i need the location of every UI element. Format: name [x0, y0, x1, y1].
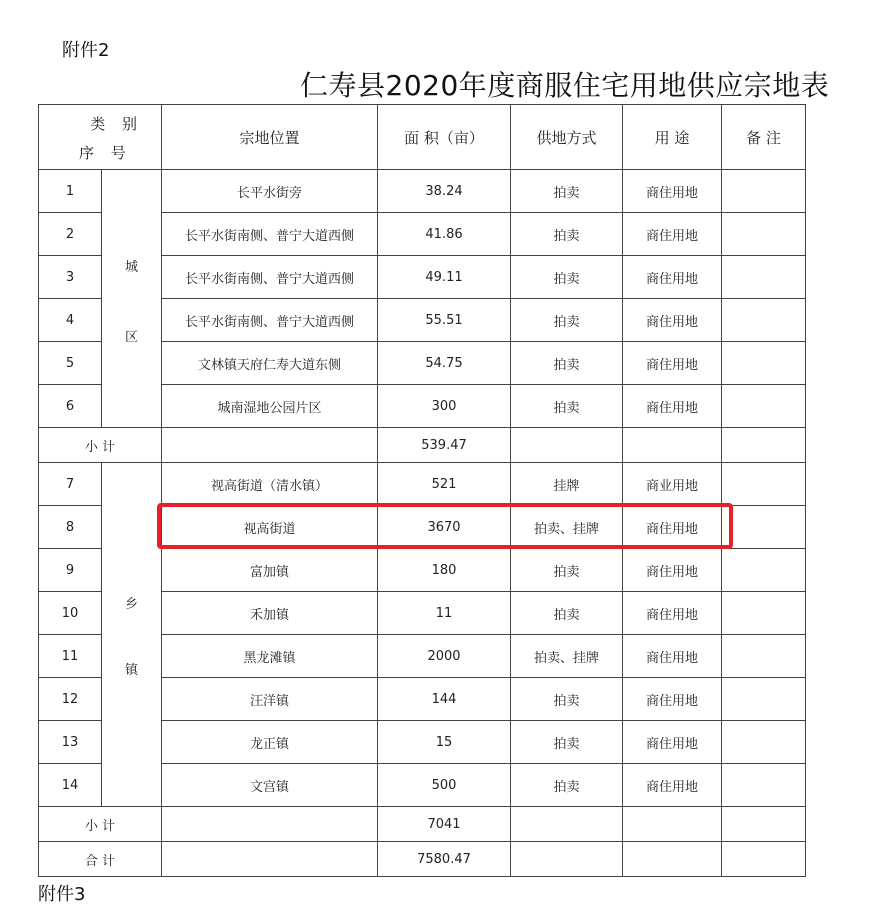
row-location: 黑龙滩镇 [162, 635, 378, 678]
row-remarks [722, 256, 806, 299]
row-seq: 11 [39, 635, 102, 678]
row-use: 商住用地 [623, 256, 722, 299]
row-area: 180 [378, 549, 511, 592]
row-seq: 13 [39, 721, 102, 764]
row-area: 3670 [378, 506, 511, 549]
header-supply-method: 供地方式 [511, 105, 623, 170]
header-seq: 序 号 [79, 144, 132, 162]
row-seq: 12 [39, 678, 102, 721]
row-area: 55.51 [378, 299, 511, 342]
row-area: 300 [378, 385, 511, 428]
subtotal-row [39, 807, 806, 842]
header-category-seq [39, 105, 162, 170]
row-use: 商住用地 [623, 678, 722, 721]
empty-cell [162, 428, 378, 463]
row-remarks [722, 342, 806, 385]
subtotal-value: 539.47 [378, 428, 511, 463]
row-use: 商业用地 [623, 463, 722, 506]
row-area: 38.24 [378, 170, 511, 213]
row-method: 拍卖 [511, 170, 623, 213]
page-title: 仁寿县2020年度商服住宅用地供应宗地表 [300, 69, 830, 102]
row-method: 拍卖 [511, 678, 623, 721]
region-char: 镇 [124, 663, 138, 678]
row-location: 长平水街旁 [162, 170, 378, 213]
row-area: 15 [378, 721, 511, 764]
region-urban [102, 170, 162, 428]
region-char: 区 [124, 330, 138, 345]
total-row [39, 842, 806, 877]
row-remarks [722, 213, 806, 256]
row-seq: 5 [39, 342, 102, 385]
region-char: 乡 [124, 597, 138, 612]
row-remarks [722, 506, 806, 549]
header-use: 用 途 [623, 105, 722, 170]
row-remarks [722, 463, 806, 506]
header-location: 宗地位置 [162, 105, 378, 170]
row-use: 商住用地 [623, 549, 722, 592]
subtotal-row [39, 428, 806, 463]
row-method: 拍卖、挂牌 [511, 506, 623, 549]
row-area: 521 [378, 463, 511, 506]
empty-cell [623, 807, 722, 842]
header-area: 面 积（亩） [378, 105, 511, 170]
row-seq: 2 [39, 213, 102, 256]
row-area: 41.86 [378, 213, 511, 256]
row-use: 商住用地 [623, 213, 722, 256]
subtotal-label: 小 计 [39, 428, 162, 463]
empty-cell [722, 428, 806, 463]
empty-cell [722, 842, 806, 877]
total-value: 7580.47 [378, 842, 511, 877]
row-seq: 3 [39, 256, 102, 299]
subtotal-label: 小 计 [39, 807, 162, 842]
row-use: 商住用地 [623, 342, 722, 385]
row-method: 拍卖 [511, 342, 623, 385]
row-seq: 1 [39, 170, 102, 213]
row-area: 500 [378, 764, 511, 807]
row-use: 商住用地 [623, 764, 722, 807]
row-seq: 8 [39, 506, 102, 549]
row-remarks [722, 721, 806, 764]
empty-cell [722, 807, 806, 842]
land-supply-table [38, 104, 806, 877]
row-area: 54.75 [378, 342, 511, 385]
row-method: 拍卖 [511, 764, 623, 807]
empty-cell [162, 807, 378, 842]
row-method: 拍卖 [511, 213, 623, 256]
row-location: 长平水街南侧、普宁大道西侧 [162, 299, 378, 342]
row-method: 拍卖 [511, 549, 623, 592]
row-method: 拍卖 [511, 256, 623, 299]
row-method: 挂牌 [511, 463, 623, 506]
total-label: 合 计 [39, 842, 162, 877]
empty-cell [511, 807, 623, 842]
table-header-row [39, 105, 806, 170]
row-use: 商住用地 [623, 299, 722, 342]
row-remarks [722, 299, 806, 342]
row-remarks [722, 764, 806, 807]
row-location: 文林镇天府仁寿大道东侧 [162, 342, 378, 385]
row-area: 11 [378, 592, 511, 635]
row-seq: 6 [39, 385, 102, 428]
row-remarks [722, 592, 806, 635]
row-location: 富加镇 [162, 549, 378, 592]
row-area: 49.11 [378, 256, 511, 299]
row-method: 拍卖 [511, 721, 623, 764]
row-use: 商住用地 [623, 385, 722, 428]
highlight-box [157, 503, 733, 549]
row-use: 商住用地 [623, 506, 722, 549]
row-location: 禾加镇 [162, 592, 378, 635]
row-method: 拍卖 [511, 385, 623, 428]
row-method: 拍卖、挂牌 [511, 635, 623, 678]
empty-cell [623, 842, 722, 877]
row-location: 视高街道（清水镇） [162, 463, 378, 506]
subtotal-value: 7041 [378, 807, 511, 842]
row-remarks [722, 678, 806, 721]
row-location: 视高街道 [162, 506, 378, 549]
header-category: 类 别 [90, 115, 143, 133]
row-location: 龙正镇 [162, 721, 378, 764]
empty-cell [162, 842, 378, 877]
header-remarks: 备 注 [722, 105, 806, 170]
empty-cell [511, 428, 623, 463]
row-location: 汪洋镇 [162, 678, 378, 721]
row-area: 144 [378, 678, 511, 721]
empty-cell [623, 428, 722, 463]
row-method: 拍卖 [511, 592, 623, 635]
row-remarks [722, 170, 806, 213]
empty-cell [511, 842, 623, 877]
row-location: 城南湿地公园片区 [162, 385, 378, 428]
table-row [39, 463, 806, 506]
row-use: 商住用地 [623, 721, 722, 764]
row-remarks [722, 635, 806, 678]
row-seq: 7 [39, 463, 102, 506]
row-use: 商住用地 [623, 592, 722, 635]
table-row [39, 170, 806, 213]
row-location: 长平水街南侧、普宁大道西侧 [162, 256, 378, 299]
row-use: 商住用地 [623, 170, 722, 213]
row-remarks [722, 549, 806, 592]
row-remarks [722, 385, 806, 428]
region-rural [102, 463, 162, 807]
row-seq: 9 [39, 549, 102, 592]
region-char: 城 [124, 260, 138, 275]
row-location: 文宫镇 [162, 764, 378, 807]
attachment-label: 附件2 [62, 40, 110, 61]
row-method: 拍卖 [511, 299, 623, 342]
attachment-label: 附件3 [38, 884, 86, 905]
row-seq: 4 [39, 299, 102, 342]
row-location: 长平水街南侧、普宁大道西侧 [162, 213, 378, 256]
row-use: 商住用地 [623, 635, 722, 678]
row-seq: 10 [39, 592, 102, 635]
row-seq: 14 [39, 764, 102, 807]
row-area: 2000 [378, 635, 511, 678]
